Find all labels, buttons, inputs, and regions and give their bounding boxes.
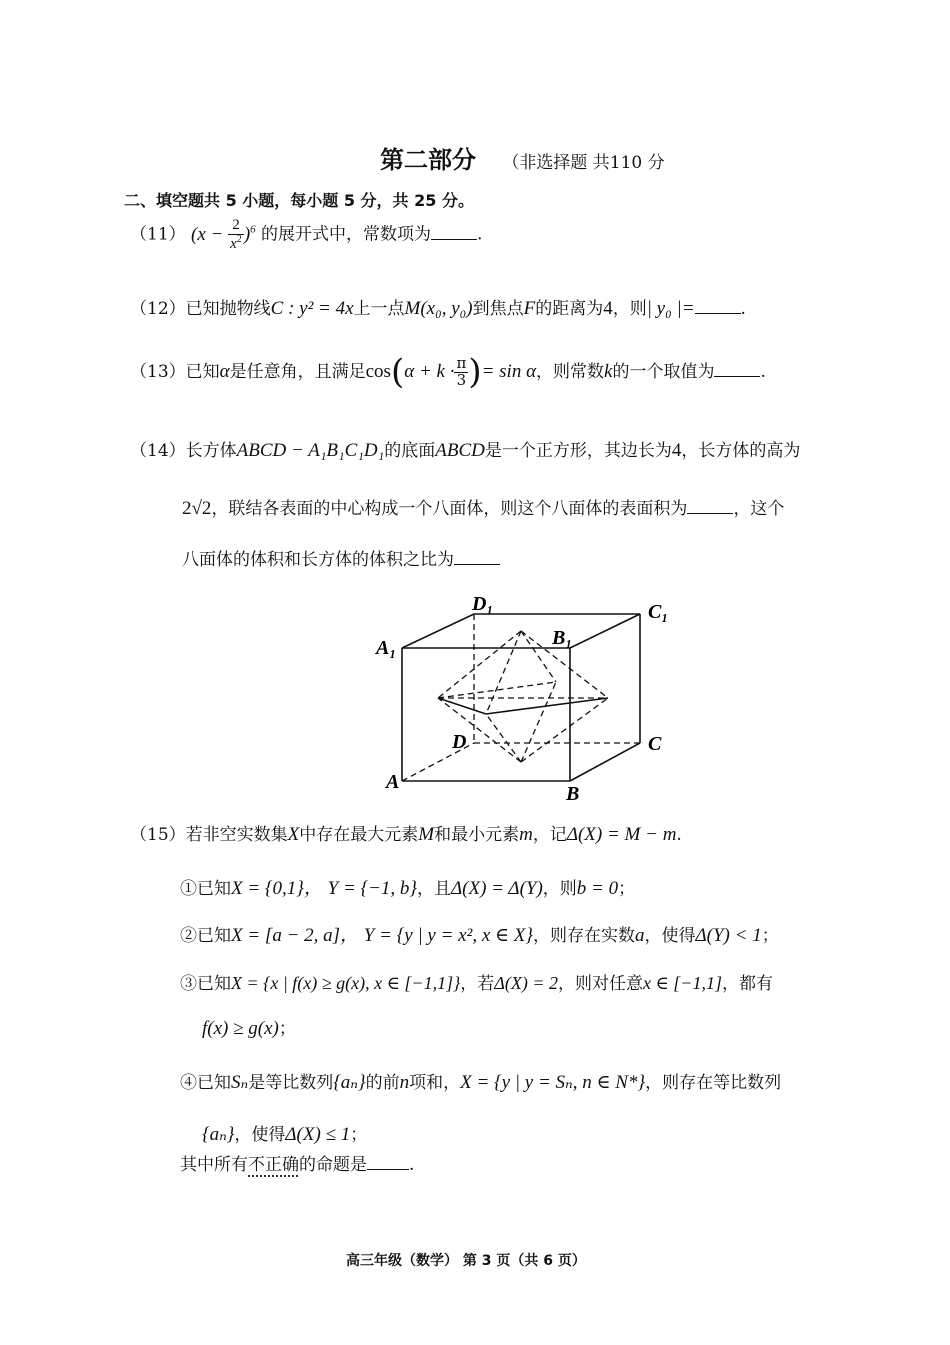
item1-end: ； (618, 879, 636, 899)
q12-text-d: 的距离为 (535, 299, 604, 319)
label-a: A (386, 771, 400, 793)
item3-text-d: ，都有 (721, 974, 773, 994)
q13-text-a: 已知 (185, 361, 220, 382)
q14-text-d: ，长方体的高为 (681, 441, 801, 461)
item3-end: ； (278, 1019, 296, 1039)
q12-math-a: C : y² = 4x (270, 298, 354, 319)
item4-text-e: ，则存在等比数列 (645, 1073, 782, 1093)
right-paren: ) (468, 352, 482, 392)
item1-math-c: b = 0 (576, 878, 619, 899)
page-footer: 高三年级（数学） 第 3 页（共 6 页） (346, 1253, 586, 1269)
period: . (409, 1155, 415, 1175)
label-d: D (452, 731, 467, 753)
question-15-intro (130, 824, 682, 847)
q15-item-4 (180, 1072, 781, 1095)
final-text-a: 其中所有 (180, 1155, 248, 1175)
item4-math-a: Sₙ (231, 1072, 249, 1093)
q11-text: 的展开式中，常数项为 (261, 224, 432, 245)
question-14-line-3 (182, 550, 500, 570)
q12-text-b: 上一点 (353, 299, 405, 319)
label-b1: B₁ (552, 627, 573, 649)
q14-text-e: ，联结各表面的中心构成一个八面体，则这个八面体的表面积为 (211, 499, 688, 519)
item3-math-d: f(x) ≥ g(x) (202, 1018, 279, 1039)
answer-blank[interactable] (431, 225, 477, 240)
edge-bc (570, 743, 640, 781)
q13-math-e: k (604, 360, 613, 382)
item3-math-b: Δ(X) = 2 (494, 973, 558, 993)
item4-math-b: {aₙ} (333, 1072, 366, 1093)
q14-math-b: ABCD (435, 440, 485, 461)
q14-math-sqrt: 2√2 (182, 498, 212, 519)
label-b: B (566, 783, 580, 805)
answer-blank[interactable] (695, 299, 741, 314)
question-13 (130, 352, 766, 393)
item2-text-c: ，使得 (644, 926, 696, 946)
answer-blank[interactable] (367, 1155, 409, 1170)
item1-math-a: X = {0,1}， Y = {−1, b} (231, 878, 418, 899)
q13-math-b: cos (365, 360, 391, 382)
item2-math-b: a (635, 925, 645, 946)
q15-math-a: X (287, 824, 300, 845)
q13-text-c: ，则常数 (536, 361, 605, 382)
item1-math-b: Δ(X) = Δ(Y) (451, 878, 543, 899)
q13-math-a: α (219, 360, 230, 382)
answer-blank[interactable] (454, 550, 500, 565)
item4-end: ； (350, 1125, 368, 1145)
item2-math-c: Δ(Y) < 1 (695, 925, 762, 946)
item4-text-a: ④已知 (180, 1073, 231, 1093)
octa-edge-front (438, 698, 486, 714)
section-heading: 二、填空题共 5 小题，每小题 5 分，共 25 分。 (124, 191, 474, 210)
item4-text-b: 是等比数列 (248, 1073, 334, 1093)
item3-text-b: ，若 (460, 974, 495, 994)
q15-item-4-cont (202, 1124, 367, 1147)
question-12 (130, 298, 746, 321)
question-number: （15） (130, 825, 186, 845)
question-14-line-2 (182, 498, 784, 521)
q13-text-d: 的一个取值为 (612, 361, 715, 382)
label-c1: C₁ (648, 601, 669, 623)
part-title (380, 140, 665, 175)
part-title-sub: （非选择题 共110 分 (502, 153, 665, 173)
octa-edge (486, 631, 521, 714)
item4-math-f: Δ(X) ≤ 1 (285, 1124, 351, 1145)
octa-edge (486, 714, 521, 762)
item1-text-c: ，则 (542, 879, 577, 899)
final-text-b: 的命题是 (299, 1155, 367, 1175)
q15-math-c: m (519, 824, 533, 845)
label-c: C (648, 733, 662, 755)
item3-text-c: ，则对任意 (557, 974, 643, 994)
item4-math-d: X = {y | y = Sₙ, n ∈ N*} (460, 1072, 646, 1093)
item2-text-b: ，则存在实数 (533, 926, 636, 946)
q15-item-1 (180, 878, 635, 901)
item2-math-a: X = [a − 2, a]， Y = {y | y = x², x ∈ X} (231, 925, 534, 946)
item3-text-a: ③已知 (180, 974, 231, 994)
edge-b1c1 (570, 614, 640, 648)
q15-final (180, 1155, 414, 1175)
q15-item-3 (180, 973, 773, 995)
q12-text-a: 已知抛物线 (185, 299, 271, 319)
q12-text-c: 到焦点 (472, 299, 524, 319)
item3-math-c: x ∈ [−1,1] (642, 973, 722, 993)
q14-text-b: 的底面 (384, 441, 436, 461)
q13-math-d: = sin α (481, 360, 537, 382)
octa-edge (438, 698, 521, 762)
frac-den: 3 (456, 370, 467, 389)
q14-text-g: 八面体的体积和长方体的体积之比为 (182, 550, 454, 570)
q15-text-c: 和最小元素 (434, 825, 520, 845)
question-14-line-1 (130, 440, 800, 463)
item4-text-c: 的前 (365, 1073, 400, 1093)
q13-text-b: 是任意角，且满足 (229, 361, 366, 382)
question-11 (130, 218, 482, 253)
period: . (477, 224, 483, 245)
question-number: （13） (130, 361, 186, 382)
q12-math-e: | y₀ |= (646, 298, 695, 319)
q15-math-d: Δ(X) = M − m (566, 824, 677, 845)
item2-end: ； (761, 926, 779, 946)
q15-text-b: 中存在最大元素 (299, 825, 419, 845)
answer-blank[interactable] (714, 362, 760, 377)
question-number: （11） (130, 224, 186, 245)
q15-text-d: ，记 (532, 825, 567, 845)
period: . (676, 825, 682, 845)
period: . (760, 361, 766, 382)
pi-over-3 (454, 356, 468, 389)
q13-math-c: α + k · (404, 360, 455, 382)
octa-edge (521, 631, 556, 682)
edge-a1d1 (402, 614, 474, 648)
octa-edge (521, 682, 556, 762)
q14-text-a: 长方体 (185, 441, 237, 461)
item4-math-c: n (399, 1072, 410, 1093)
item1-text-b: ，且 (417, 879, 452, 899)
q15-math-b: M (418, 824, 435, 845)
q15-item-2 (180, 925, 779, 948)
left-paren: ( (390, 352, 405, 392)
final-emphasis: 不正确 (248, 1155, 299, 1175)
q15-item-3-cont (202, 1018, 296, 1041)
cuboid-octahedron-figure (370, 588, 700, 808)
q14-text-c: 是一个正方形，其边长为 (484, 441, 672, 461)
q15-text-a: 若非空实数集 (185, 825, 288, 845)
q14-text-f: ，这个 (733, 499, 785, 519)
question-number: （12） (130, 299, 186, 319)
frac-num: π (456, 354, 467, 373)
question-number: （14） (130, 441, 186, 461)
item4-math-e: {aₙ} (202, 1124, 235, 1145)
part-title-main: 第二部分 (380, 145, 476, 174)
label-d1: D₁ (472, 593, 494, 615)
q12-math-c: F (523, 298, 536, 319)
item4-text-f: ，使得 (234, 1125, 286, 1145)
label-a1: A₁ (376, 637, 397, 659)
q12-text-e: ，则 (612, 299, 647, 319)
answer-blank[interactable] (687, 499, 733, 514)
q12-math-d: 4 (603, 298, 613, 319)
q14-math-c: 4 (671, 440, 682, 461)
item4-text-d: 项和， (409, 1073, 461, 1093)
q11-expression: (x − $\frac{2}{x^2}$ )$^6$ (191, 217, 256, 252)
item2-text-a: ②已知 (180, 926, 231, 946)
item1-text-a: ①已知 (180, 879, 231, 899)
q12-math-b: M(x₀, y₀) (404, 298, 473, 319)
item3-math-a: X = {x | f(x) ≥ g(x), x ∈ [−1,1]} (231, 973, 461, 993)
period: . (740, 299, 746, 319)
q14-math-a: ABCD − A₁B₁C₁D₁ (236, 440, 385, 461)
